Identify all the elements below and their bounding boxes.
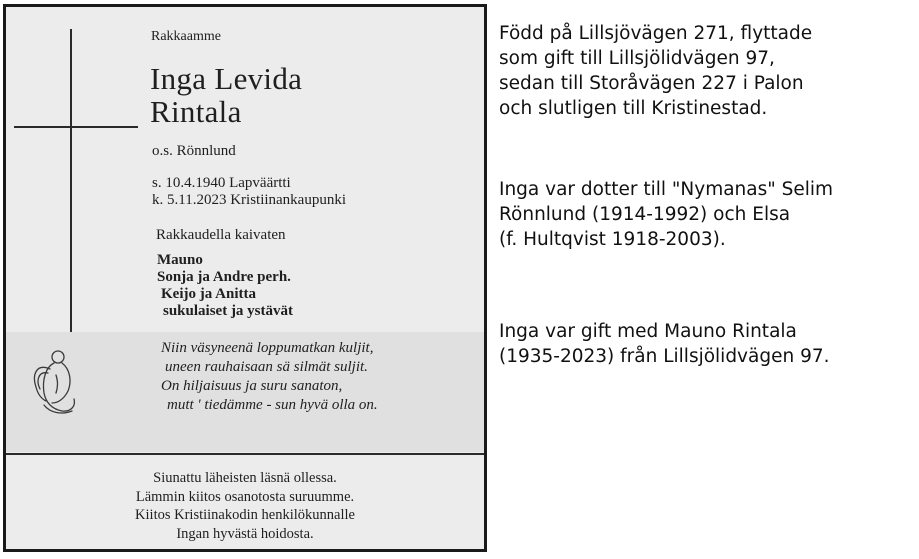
- info-line: sedan till Storåvägen 227 i Palon: [499, 73, 804, 94]
- mourner-line: sukulaiset ja ystävät: [163, 303, 294, 319]
- poem-line: uneen rauhaisaan sä silmät suljit.: [165, 359, 368, 375]
- thanks-line: Siunattu läheisten läsnä ollessa.: [153, 470, 337, 486]
- thanks-line: Lämmin kiitos osanotosta suruumme.: [135, 488, 355, 505]
- mourners-list: [157, 252, 293, 320]
- info-line: Inga var dotter till "Nymanas" Selim: [499, 179, 834, 200]
- info-paragraph-parents: [499, 177, 833, 252]
- life-dates: [152, 175, 346, 209]
- mourner-line: Keijo ja Anitta: [161, 286, 256, 302]
- info-line: (f. Hultqvist 1918-2003).: [499, 229, 726, 250]
- info-line: (1935-2023) från Lillsjölidvägen 97.: [499, 346, 830, 367]
- mourner-line: Mauno: [157, 252, 203, 268]
- thanks-line: Kiitos Kristiinakodin henkilökunnalle: [135, 507, 355, 523]
- poem-line: Niin väsyneenä loppumatkan kuljit,: [161, 340, 374, 356]
- last-name: Rintala: [150, 94, 242, 129]
- angel-icon: [28, 345, 80, 417]
- info-paragraph-residence: [499, 21, 812, 121]
- deceased-name: [150, 62, 302, 128]
- notice-intro: Rakkaamme: [151, 29, 221, 44]
- thanks-line: Ingan hyvästä hoidosta.: [176, 525, 314, 542]
- info-paragraph-marriage: [499, 319, 830, 369]
- info-line: som gift till Lillsjölidvägen 97,: [499, 48, 775, 69]
- poem-verse: [161, 339, 378, 415]
- info-line: och slutligen till Kristinestad.: [499, 98, 768, 119]
- info-line: Inga var gift med Mauno Rintala: [499, 321, 797, 342]
- poem-line: On hiljaisuus ja suru sanaton,: [161, 378, 343, 394]
- poem-line: mutt ' tiedämme - sun hyvä olla on.: [167, 397, 378, 413]
- grief-label: Rakkaudella kaivaten: [156, 227, 286, 243]
- cross-symbol-horizontal: [14, 126, 138, 128]
- thanks-section: [6, 469, 484, 543]
- obituary-notice: [3, 4, 487, 552]
- first-names: Inga Levida: [150, 61, 303, 96]
- birth-date: s. 10.4.1940 Lapväärtti: [152, 175, 291, 191]
- info-line: Rönnlund (1914-1992) och Elsa: [499, 204, 791, 225]
- section-divider: [6, 453, 484, 455]
- maiden-name: o.s. Rönnlund: [152, 143, 236, 159]
- cross-symbol-vertical: [70, 29, 72, 357]
- info-line: Född på Lillsjövägen 271, flyttade: [499, 23, 813, 44]
- death-date: k. 5.11.2023 Kristiinankaupunki: [152, 192, 347, 208]
- mourner-line: Sonja ja Andre perh.: [157, 269, 291, 285]
